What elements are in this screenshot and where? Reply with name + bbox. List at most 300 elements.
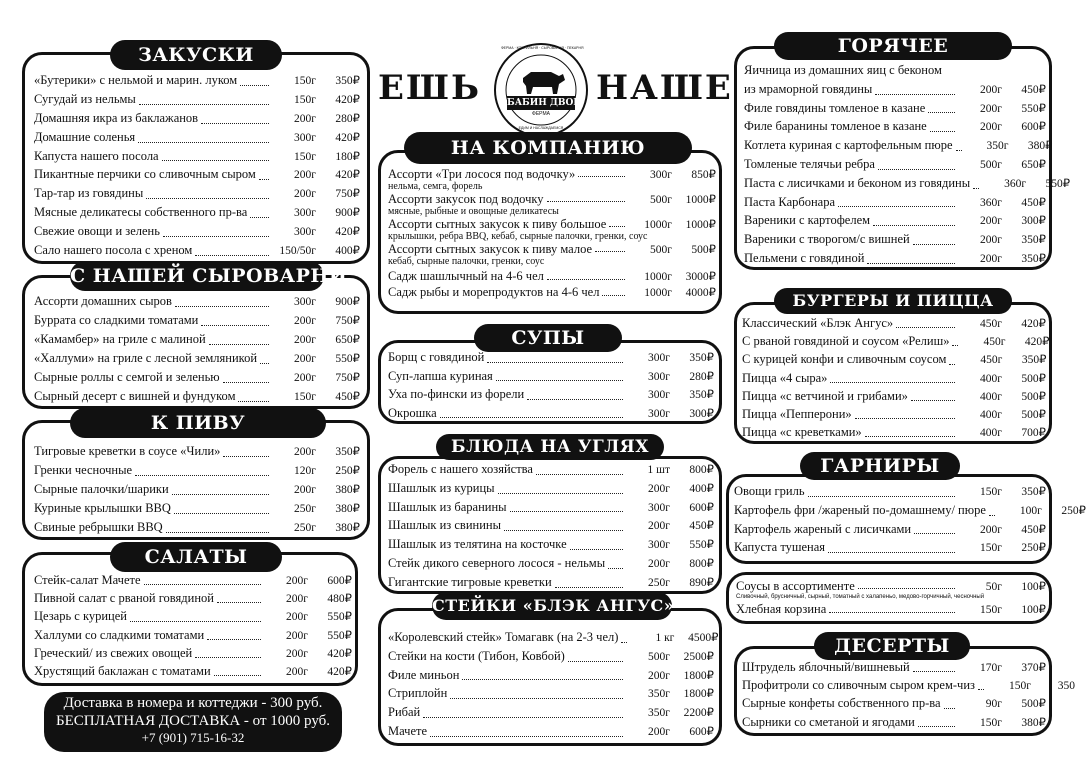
menu-item-name: Окрошка bbox=[388, 405, 437, 420]
menu-item bbox=[744, 230, 1046, 249]
menu-item-weight: 150г bbox=[980, 716, 1002, 729]
menu-item-name: Халлуми со сладкими томатами bbox=[34, 627, 205, 642]
menu-item-weight: 300г bbox=[294, 131, 316, 144]
section-title-burgery: БУРГЕРЫ И ПИЦЦА bbox=[774, 288, 1012, 314]
menu-item bbox=[388, 516, 714, 535]
menu-item bbox=[388, 628, 719, 647]
menu-item-price: 900₽ bbox=[335, 296, 360, 308]
menu-item-name: Капуста тушеная bbox=[734, 540, 826, 555]
menu-item-name: Уха по-фински из форели bbox=[388, 387, 525, 401]
leader-dots bbox=[450, 698, 623, 699]
menu-item bbox=[34, 571, 352, 589]
menu-item bbox=[34, 499, 360, 518]
menu-item-weight: 250г bbox=[648, 576, 670, 589]
menu-item bbox=[736, 580, 1046, 593]
menu-item-weight: 1 шт bbox=[647, 464, 670, 476]
leader-dots bbox=[547, 279, 625, 280]
leader-dots bbox=[918, 726, 955, 727]
menu-item-price: 600₽ bbox=[689, 501, 714, 514]
menu-item-weight: 400г bbox=[980, 408, 1002, 421]
menu-item-name: Садж шашлычный на 4-6 чел bbox=[388, 269, 544, 283]
menu-item-name: Шашлык из баранины bbox=[388, 499, 507, 514]
steiki-list bbox=[388, 628, 719, 741]
menu-item bbox=[388, 460, 714, 479]
menu-item-weight: 200г bbox=[294, 188, 316, 201]
menu-item-price: 1800₽ bbox=[683, 688, 714, 701]
leader-dots bbox=[430, 736, 623, 737]
menu-item-name: Штрудель яблочный/вишневый bbox=[742, 660, 910, 674]
menu-item-name: Цезарь с курицей bbox=[34, 609, 127, 624]
leader-dots bbox=[952, 345, 958, 346]
menu-item-name: Хлебная корзина bbox=[736, 602, 827, 616]
menu-item-weight: 200г bbox=[294, 169, 316, 182]
menu-item-price: 370₽ bbox=[1021, 662, 1046, 674]
leader-dots bbox=[130, 621, 261, 622]
zakuski-list bbox=[34, 71, 360, 260]
menu-item-price: 600₽ bbox=[327, 575, 352, 587]
leader-dots bbox=[217, 602, 261, 603]
leader-dots bbox=[214, 675, 261, 676]
menu-item bbox=[34, 607, 352, 625]
menu-item-price: 350 bbox=[1057, 680, 1075, 693]
menu-item bbox=[388, 479, 714, 498]
leader-dots bbox=[928, 112, 955, 113]
leader-dots bbox=[555, 587, 623, 588]
logo-sub: ФЕРМА bbox=[532, 111, 550, 117]
menu-item-price: 420₽ bbox=[335, 169, 360, 182]
menu-item-price: 450₽ bbox=[1021, 523, 1046, 536]
brand-left-word: ЕШЬ bbox=[378, 68, 482, 108]
leader-dots bbox=[536, 474, 623, 475]
menu-item-weight: 300г bbox=[648, 407, 670, 420]
menu-item bbox=[744, 117, 1046, 136]
menu-item bbox=[34, 662, 352, 680]
leader-dots bbox=[504, 530, 623, 531]
menu-item-name: Паста Карбонара bbox=[744, 194, 836, 209]
menu-item-price: 420₽ bbox=[335, 226, 360, 239]
menu-item-name: Котлета куриная с картофельным пюре bbox=[744, 138, 953, 153]
menu-item-name: Капуста нашего посола bbox=[34, 148, 159, 163]
garniry-list bbox=[734, 482, 1086, 557]
menu-item-weight: 200г bbox=[294, 484, 316, 496]
menu-item bbox=[742, 676, 1075, 694]
menu-item-name: Тар-тар из говядины bbox=[34, 186, 144, 201]
menu-item-name: Стейк-салат Мачете bbox=[34, 573, 141, 587]
menu-item-price: 500₽ bbox=[1021, 408, 1046, 421]
menu-item-price: 550₽ bbox=[1045, 177, 1071, 190]
menu-item-name: Картофель фри /жареный по-домашнему/ пюре bbox=[734, 502, 986, 517]
menu-item-price: 250₽ bbox=[1061, 504, 1086, 517]
menu-item-weight: 200г bbox=[286, 593, 308, 606]
menu-item-name: из мраморной говядины bbox=[744, 81, 873, 96]
leader-dots bbox=[510, 511, 623, 512]
menu-item-name: Ассорти закусок под водочку bbox=[388, 192, 544, 206]
menu-item-price: 350₽ bbox=[1021, 486, 1046, 498]
menu-item-price: 300₽ bbox=[689, 407, 714, 420]
phone-number[interactable]: +7 (901) 715-16-32 bbox=[141, 730, 245, 745]
menu-item-name: Шашлык из курицы bbox=[388, 480, 495, 495]
logo-emblem-icon bbox=[493, 42, 589, 138]
leader-dots bbox=[875, 94, 955, 95]
menu-item-weight: 200г bbox=[294, 334, 316, 346]
menu-item bbox=[742, 713, 1046, 731]
menu-item-name: Стриплойн bbox=[388, 686, 448, 701]
menu-item bbox=[34, 147, 360, 166]
menu-item-weight: 450г bbox=[980, 354, 1003, 367]
na-uglyah-list bbox=[388, 460, 714, 592]
menu-item bbox=[742, 405, 1046, 423]
leader-dots bbox=[163, 236, 269, 237]
leader-dots bbox=[144, 584, 261, 585]
menu-item-name: Мясные деликатесы собственного пр-ва bbox=[34, 205, 248, 220]
menu-item-price: 1000₽ bbox=[685, 219, 716, 231]
menu-item-weight: 300г bbox=[648, 539, 670, 552]
menu-item bbox=[388, 385, 714, 404]
menu-item bbox=[388, 722, 714, 741]
leader-dots bbox=[223, 382, 269, 383]
menu-item-weight: 450г bbox=[980, 318, 1002, 330]
menu-item bbox=[34, 330, 360, 349]
menu-item bbox=[388, 647, 714, 666]
menu-item-price: 890₽ bbox=[689, 576, 714, 589]
leader-dots bbox=[195, 657, 261, 658]
menu-item-name: «Королевский стейк» Томагавк (на 2-3 чел) bbox=[388, 630, 619, 644]
menu-item-weight: 150г bbox=[294, 391, 316, 403]
menu-item-name: Рибай bbox=[388, 705, 421, 720]
menu-item-weight: 150г bbox=[980, 604, 1002, 616]
brand-right-word: НАШЕ bbox=[596, 68, 733, 108]
menu-item-weight: 1 кг bbox=[655, 632, 675, 644]
menu-item bbox=[34, 644, 352, 662]
menu-item-price: 250₽ bbox=[1021, 542, 1046, 555]
menu-item-price: 350₽ bbox=[1021, 354, 1047, 367]
menu-item bbox=[34, 442, 360, 461]
menu-item-price: 650₽ bbox=[1021, 158, 1046, 171]
menu-item-price: 420₽ bbox=[335, 131, 360, 144]
menu-item-name: Форель с нашего хозяйства bbox=[388, 462, 533, 476]
leader-dots bbox=[944, 708, 955, 709]
menu-item-weight: 200г bbox=[648, 557, 670, 570]
menu-item-name: Ассорти сытных закусок к пиву большое bbox=[388, 217, 607, 231]
menu-item bbox=[34, 518, 360, 537]
menu-item bbox=[744, 99, 1046, 118]
menu-item-weight: 500г bbox=[650, 244, 672, 256]
menu-item-price: 1000₽ bbox=[685, 194, 716, 206]
leader-dots bbox=[867, 263, 955, 264]
menu-item bbox=[388, 284, 716, 300]
menu-item-price: 100₽ bbox=[1021, 581, 1046, 593]
menu-item-name: Пицца «4 сыра» bbox=[742, 370, 828, 385]
menu-item-name: «Камамбер» на гриле с малиной bbox=[34, 332, 206, 346]
menu-item-price: 750₽ bbox=[335, 188, 360, 201]
menu-item-weight: 300г bbox=[294, 226, 316, 239]
menu-item-price: 500₽ bbox=[1021, 698, 1046, 711]
menu-item bbox=[34, 203, 360, 222]
menu-item-name: Пельмени с говядиной bbox=[744, 250, 865, 265]
menu-item bbox=[734, 482, 1046, 501]
menu-item bbox=[744, 193, 1046, 212]
menu-item-price: 750₽ bbox=[335, 372, 360, 384]
menu-item-price: 400₽ bbox=[689, 482, 714, 495]
menu-item-price: 600₽ bbox=[1021, 121, 1046, 134]
menu-item bbox=[34, 626, 352, 644]
menu-item bbox=[34, 128, 360, 147]
leader-dots bbox=[989, 515, 995, 516]
menu-item-price: 480₽ bbox=[327, 593, 352, 606]
menu-item-name: Вареники с картофелем bbox=[744, 213, 871, 228]
menu-item-name: Сало нашего посола с хреном bbox=[34, 243, 193, 258]
menu-item bbox=[34, 368, 360, 387]
menu-item bbox=[388, 684, 714, 703]
menu-item-weight: 200г bbox=[980, 215, 1002, 228]
menu-item-weight: 200г bbox=[980, 121, 1002, 134]
menu-item-price: 2200₽ bbox=[683, 707, 714, 720]
menu-item-price: 850₽ bbox=[691, 169, 716, 181]
leader-dots bbox=[956, 150, 962, 151]
leader-dots bbox=[838, 206, 955, 207]
menu-item-name: Яичница из домашних яиц с беконом bbox=[744, 63, 942, 77]
menu-item-price: 550₽ bbox=[335, 353, 360, 365]
leader-dots bbox=[250, 217, 269, 218]
leader-dots bbox=[259, 179, 269, 180]
leader-dots bbox=[139, 104, 269, 105]
menu-item-weight: 150г bbox=[980, 486, 1002, 498]
menu-item-price: 550₽ bbox=[327, 611, 352, 624]
section-title-k-pivu: К ПИВУ bbox=[70, 408, 326, 438]
menu-item-name: Мачете bbox=[388, 723, 428, 738]
menu-item-name: Стейки на кости (Тибон, Ковбой) bbox=[388, 648, 565, 663]
menu-item bbox=[388, 367, 714, 386]
leader-dots bbox=[913, 671, 955, 672]
menu-item-weight: 200г bbox=[294, 353, 316, 365]
goryachee-list bbox=[744, 61, 1071, 268]
menu-item-name: Шашлык из телятина на косточке bbox=[388, 537, 567, 552]
leader-dots bbox=[135, 475, 269, 476]
menu-item-name: С рваной говядиной и соусом «Релиш» bbox=[742, 334, 950, 349]
menu-item-price: 380₽ bbox=[1027, 140, 1053, 153]
menu-item-name: Филе баранины томленое в казане bbox=[744, 119, 927, 134]
menu-item-price: 650₽ bbox=[335, 334, 360, 346]
menu-item-name: Сырники со сметаной и ягодами bbox=[742, 714, 915, 729]
menu-item bbox=[744, 61, 1046, 80]
menu-item bbox=[744, 80, 1046, 99]
menu-item-name: С курицей конфи и сливочным соусом bbox=[742, 352, 947, 367]
logo-bottom-text: ЕДИМ И НАСЛАЖДАЕМСЯ bbox=[518, 126, 564, 130]
leader-dots bbox=[209, 344, 269, 345]
menu-item-name: Пикантные перчики со сливочным сыром bbox=[34, 167, 256, 182]
menu-item-price: 280₽ bbox=[335, 112, 360, 125]
menu-item-name: Профитроли со сливочным сыром крем-чиз bbox=[742, 678, 975, 693]
leader-dots bbox=[195, 255, 269, 256]
menu-item-weight: 360г bbox=[1004, 177, 1027, 190]
menu-item bbox=[734, 501, 1086, 520]
menu-item-price: 550₽ bbox=[689, 539, 714, 552]
section-title-syrovarnya: С НАШЕЙ СЫРОВАРНИ bbox=[70, 261, 324, 291]
leader-dots bbox=[978, 689, 984, 690]
menu-item-weight: 150г bbox=[980, 542, 1002, 555]
menu-item bbox=[742, 387, 1046, 405]
menu-item-price: 450₽ bbox=[1021, 196, 1046, 209]
menu-item-name: Свиные ребрышки BBQ bbox=[34, 520, 163, 534]
menu-item-name: Сырные роллы с семгой и зеленью bbox=[34, 370, 220, 384]
menu-item bbox=[744, 136, 1053, 155]
menu-item-weight: 200г bbox=[286, 665, 308, 678]
menu-item-weight: 400г bbox=[980, 372, 1002, 385]
leader-dots bbox=[440, 417, 623, 418]
menu-item-name: Ассорти «Три лосося под водочку» bbox=[388, 167, 576, 181]
menu-item-weight: 300г bbox=[648, 501, 670, 514]
menu-item-weight: 120г bbox=[294, 465, 316, 477]
menu-item bbox=[388, 404, 714, 423]
menu-item-name: Овощи гриль bbox=[734, 484, 805, 498]
menu-item bbox=[742, 314, 1046, 332]
menu-item-price: 350₽ bbox=[335, 75, 360, 87]
logo-name: БАБИН ДВОР bbox=[507, 98, 581, 108]
menu-item-price: 700₽ bbox=[1021, 427, 1046, 440]
menu-item-name: Томленые телячьи ребра bbox=[744, 156, 875, 171]
menu-item-price: 380₽ bbox=[1021, 716, 1046, 729]
menu-item-name: Сырные конфеты собственного пр-ва bbox=[742, 696, 941, 711]
menu-item-price: 420₽ bbox=[1024, 336, 1050, 349]
menu-item bbox=[388, 243, 716, 256]
menu-item-price: 4000₽ bbox=[685, 287, 716, 299]
menu-item-weight: 1000г bbox=[644, 271, 672, 283]
menu-item-name: Вареники с творогом/с вишней bbox=[744, 232, 910, 247]
menu-item-weight: 350г bbox=[648, 688, 670, 701]
menu-item-weight: 200г bbox=[286, 629, 308, 642]
menu-item bbox=[744, 155, 1046, 174]
menu-item-weight: 300г bbox=[648, 370, 670, 383]
leader-dots bbox=[568, 661, 623, 662]
salaty-list bbox=[34, 571, 352, 680]
menu-item bbox=[744, 211, 1046, 230]
menu-item-price: 420₽ bbox=[335, 93, 360, 106]
menu-item-price: 900₽ bbox=[335, 207, 360, 220]
leader-dots bbox=[873, 225, 955, 226]
menu-item bbox=[742, 694, 1046, 712]
menu-item-name: Пицца «с ветчиной и грибами» bbox=[742, 388, 908, 403]
menu-item-name: Шашлык из свинины bbox=[388, 518, 501, 533]
menu-item bbox=[34, 165, 360, 184]
menu-item bbox=[34, 480, 360, 499]
leader-dots bbox=[201, 123, 269, 124]
menu-item-name: Сырный десерт с вишней и фундуком bbox=[34, 389, 236, 403]
menu-item bbox=[34, 184, 360, 203]
leader-dots bbox=[808, 496, 955, 497]
menu-item-weight: 200г bbox=[648, 482, 670, 495]
menu-item-name: Стейк дикого северного лосося - нельмы bbox=[388, 555, 606, 570]
menu-item-weight: 50г bbox=[985, 581, 1002, 593]
menu-item bbox=[34, 71, 360, 90]
menu-item bbox=[34, 311, 360, 330]
menu-item-description: мясные, рыбные и овощные деликатесы bbox=[388, 206, 559, 217]
menu-item-weight: 200г bbox=[648, 725, 670, 738]
leader-dots bbox=[602, 295, 625, 296]
leader-dots bbox=[829, 612, 955, 613]
leader-dots bbox=[166, 532, 269, 533]
na-kompaniyu-list bbox=[388, 168, 716, 300]
menu-item-weight: 300г bbox=[294, 296, 316, 308]
menu-item-weight: 300г bbox=[294, 207, 316, 220]
leader-dots bbox=[621, 642, 627, 643]
sousy-list bbox=[736, 580, 1046, 617]
logo-ring-text: ФЕРМА · КОПТИЛЬНЯ · СЫРОВАРНЯ · ПЕКАРНЯ bbox=[501, 46, 584, 50]
menu-item-price: 350₽ bbox=[689, 352, 714, 364]
menu-item-weight: 1000г bbox=[644, 219, 672, 231]
leader-dots bbox=[223, 456, 269, 457]
menu-item-weight: 150г bbox=[294, 93, 316, 106]
supy-list bbox=[388, 348, 714, 422]
menu-item-price: 750₽ bbox=[335, 315, 360, 327]
k-pivu-list bbox=[34, 442, 360, 537]
section-title-goryachee: ГОРЯЧЕЕ bbox=[774, 32, 1012, 60]
menu-item-weight: 200г bbox=[286, 575, 308, 587]
menu-item-weight: 400г bbox=[980, 390, 1002, 403]
menu-item bbox=[34, 461, 360, 480]
leader-dots bbox=[547, 201, 625, 202]
leader-dots bbox=[240, 85, 269, 86]
leader-dots bbox=[146, 198, 269, 199]
menu-item-name: Домашние соленья bbox=[34, 129, 136, 144]
syrovarnya-list bbox=[34, 292, 360, 406]
menu-item bbox=[34, 292, 360, 311]
menu-item bbox=[388, 218, 716, 231]
menu-item-name: «Бутерики» с нельмой и марин. луком bbox=[34, 73, 238, 87]
menu-item bbox=[34, 222, 360, 241]
leader-dots bbox=[828, 552, 955, 553]
menu-item-name: Домашняя икра из баклажанов bbox=[34, 110, 199, 125]
menu-item-price: 500₽ bbox=[1021, 372, 1046, 385]
menu-item-weight: 200г bbox=[648, 669, 670, 682]
menu-item-weight: 500г bbox=[980, 158, 1002, 171]
leader-dots bbox=[896, 327, 955, 328]
menu-item bbox=[388, 666, 714, 685]
menu-item-weight: 200г bbox=[294, 315, 316, 327]
menu-item-price: 800₽ bbox=[689, 557, 714, 570]
menu-item-price: 400₽ bbox=[335, 245, 360, 258]
menu-item-price: 350₽ bbox=[335, 446, 360, 458]
section-title-na-kompaniyu: НА КОМПАНИЮ bbox=[404, 132, 692, 164]
menu-item-weight: 150г bbox=[294, 75, 316, 87]
menu-item-name: Филе миньон bbox=[388, 667, 460, 682]
menu-item-weight: 150г bbox=[1009, 680, 1031, 693]
menu-item-weight: 400г bbox=[980, 427, 1002, 440]
leader-dots bbox=[914, 533, 955, 534]
leader-dots bbox=[858, 588, 955, 589]
deserty-list bbox=[742, 658, 1075, 731]
menu-item-name: Классический «Блэк Ангус» bbox=[742, 316, 894, 330]
menu-item bbox=[34, 589, 352, 607]
menu-item-name: «Халлуми» на гриле с лесной земляникой bbox=[34, 351, 258, 365]
menu-item-description: кебаб, сырные палочки, гренки, соус bbox=[388, 256, 545, 267]
leader-dots bbox=[260, 363, 269, 364]
delivery-price-line: Доставка в номера и коттеджи - 300 руб. bbox=[63, 695, 323, 711]
menu-item-price: 380₽ bbox=[335, 484, 360, 496]
menu-item-price: 300₽ bbox=[1021, 215, 1046, 228]
menu-item-weight: 200г bbox=[294, 112, 316, 125]
menu-item-name: Хрустящий баклажан с томатами bbox=[34, 663, 211, 678]
section-title-na-uglyah: БЛЮДА НА УГЛЯХ bbox=[436, 434, 664, 460]
menu-item-weight: 200г bbox=[980, 234, 1002, 247]
menu-item-price: 380₽ bbox=[335, 522, 360, 534]
menu-item-price: 380₽ bbox=[335, 503, 360, 515]
free-delivery-line: БЕСПЛАТНАЯ ДОСТАВКА - от 1000 руб. bbox=[55, 713, 331, 729]
menu-item-weight: 300г bbox=[648, 389, 670, 401]
menu-item bbox=[388, 573, 714, 592]
leader-dots bbox=[570, 549, 623, 550]
menu-item-weight: 300г bbox=[648, 352, 670, 364]
section-title-steiki: СТЕЙКИ «БЛЭК АНГУС» bbox=[432, 592, 672, 620]
